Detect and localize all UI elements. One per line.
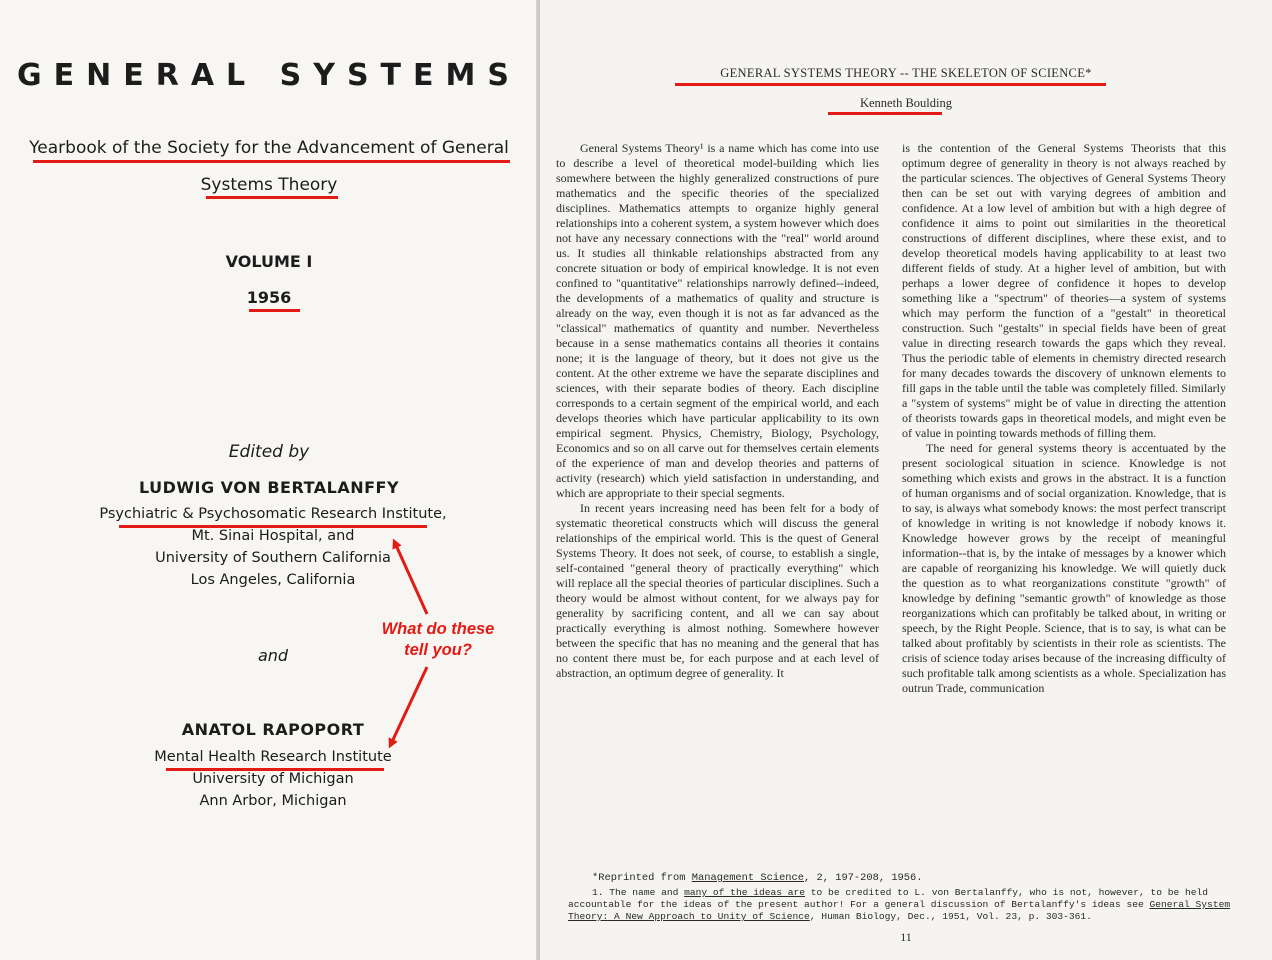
- footnote-reprint-suffix: , 2, 197-208, 1956.: [804, 872, 923, 884]
- body-column-left: [556, 141, 879, 681]
- footnote-reprint: [592, 872, 923, 885]
- footnote-1-underlined: General System: [1149, 899, 1231, 910]
- editor2-name: ANATOL RAPOPORT: [181, 720, 365, 739]
- editor2-affiliation-2: University of Michigan: [192, 771, 354, 787]
- footnote-1-text: accountable for the ideas of the present author! For a general discussion of Bertalanffy's ideas see: [568, 899, 1150, 910]
- annotation-arrows: [0, 0, 538, 960]
- highlight-underline-article-title: [675, 83, 1106, 86]
- footnote-1-underlined: many of the ideas are: [684, 887, 806, 898]
- body-paragraph: In recent years increasing need has been felt for a body of systematic theoretical constructs which will discuss the general relationships of the empirical world. This is the quest of General Systems Theory. It does not seek, of course, to establish a single, self-contained "general theory of practically everything" which will replace all the special theories of particular disciplines. Such a theory would be almost without content, for we always pay for generality by sacrificing content, and all we can say about practically everything is almost nothing. Somewhere however between the specific that has no meaning and the general that has no content there must be, for each purpose and at each level of abstraction, an optimum degree of generality. It: [556, 501, 879, 680]
- editor1-name: LUDWIG VON BERTALANFFY: [138, 478, 400, 497]
- left-page: [0, 0, 538, 960]
- editor1-affiliation-3: University of Southern California: [155, 550, 391, 566]
- footnote-1-text: , Human Biology, Dec., 1951, Vol. 23, p. 303-361.: [809, 911, 1092, 922]
- publication-year: 1956: [246, 288, 292, 307]
- annotation-arrow-up: [395, 543, 427, 614]
- article-author: Kenneth Boulding: [859, 96, 952, 110]
- page-number: 11: [900, 930, 912, 944]
- footnote-reprint-prefix: *Reprinted from: [592, 872, 692, 884]
- body-paragraph: General Systems Theory¹ is a name which has come into use to describe a level of theoretical model-building which lies somewhere between the highly generalized constructions of pure mathematics and the specific theories of the specialized disciplines. Mathematics attempts to organize highly general relationships into a coherent system, a system however which does not have any necessary connections with the "real" world around us. It studies all thinkable relationships abstracted from any concrete situation or body of empirical knowledge. It is not even confined to "quantitative" relationships narrowly defined--indeed, the developments of a mathematics of quality and structure is already on the way, even though it is not as far advanced as the "classical" mathematics of quantity and number. Nevertheless because in a sense mathematics contains all theories it contains none; it is the language of theory, but it does not give us the content. At the other extreme we have the separate disciplines and sciences, with their separate bodies of theory. Each discipline corresponds to a certain segment of the empirical world, and each develops theories which have particular applicability to its own empirical segment. Physics, Chemistry, Biology, Psychology, Economics and so on all carve out for themselves certain elements of the experience of man and develop theories and patterns of activity (research) which yield satisfaction in understanding, and which are appropriate to their special segments.: [556, 141, 879, 500]
- annotation-arrow-down: [391, 667, 427, 744]
- footnote-1-underlined: Theory: A New Approach to Unity of Science: [568, 911, 810, 922]
- editor2-affiliation-3: Ann Arbor, Michigan: [199, 793, 347, 809]
- and-connector: and: [257, 646, 289, 665]
- volume-label: VOLUME I: [225, 252, 313, 271]
- editor1-affiliation-2: Mt. Sinai Hospital, and: [191, 528, 355, 544]
- annotation-question: What do these tell you?: [381, 620, 495, 659]
- footnote-1-line3: [568, 910, 1092, 923]
- highlight-underline-author: [828, 112, 942, 115]
- yearbook-subtitle-line1: Yearbook of the Society for the Advancement of General: [29, 138, 509, 158]
- footnote-1-text: to be credited to L. von Bertalanffy, who is not, however, to be held: [805, 887, 1209, 898]
- book-title: GENERAL SYSTEMS: [17, 58, 521, 93]
- body-paragraph: The need for general systems theory is accentuated by the present sociological situation in science. Knowledge is not something which exists and grows in the abstract. It is a function of human organisms and of social organization. Knowledge, that is to say, is always what somebody knows: the most perfect transcript of knowledge in writing is not knowledge if nobody knows it. Knowledge however grows by the receipt of meaningful information--that is, by the intake of messages by a knower which are capable of reorganizing his knowledge. We will quietly duck the question as to what reorganizations constitute "growth" of knowledge by defining "semantic growth" of knowledge as those reorganizations which can profitably be talked about, in writing or speech, by the Right People. Science, that is to say, is what can be talked about profitably by scientists in their role as scientists. The crisis of science today arises because of the increasing difficulty of such profitable talk among scientists as a whole. Specialization has outrun Trade, communication: [902, 441, 1226, 695]
- editor1-affiliation-1: Psychiatric & Psychosomatic Research Institute,: [99, 506, 447, 522]
- article-title: GENERAL SYSTEMS THEORY -- THE SKELETON OF SCIENCE*: [720, 66, 1092, 80]
- yearbook-subtitle-line2: Systems Theory: [200, 175, 338, 195]
- editor2-affiliation-1: Mental Health Research Institute: [154, 749, 392, 765]
- edited-by-label: Edited by: [228, 442, 310, 462]
- body-paragraph: is the contention of the General Systems Theorists that this optimum degree of generality in theory is not always reached by the particular sciences. The objectives of General Systems Theory then can be set out with varying degrees of ambition and confidence. At a low level of ambition but with a high degree of confidence it aims to point out similarities in the theoretical constructions of different disciplines, where these exist, and to develop theoretical models having applicability to at least two different fields of study. At a higher level of ambition, but with perhaps a lower degree of confidence it hopes to develop something like a "spectrum" of theories—a system of systems which may perform the function of a "gestalt" in theoretical construction. Such "gestalts" in special fields have been of great value in directing research towards the gaps which they reveal. Thus the periodic table of elements in chemistry directed research for many decades towards the discovery of unknown elements to fill gaps in the table until the table was completely filled. Similarly a "system of systems" might be of value in directing the attention of theorists towards gaps in theoretical models, and might even be of value in pointing towards methods of filling them.: [902, 141, 1226, 440]
- editor1-affiliation-4: Los Angeles, California: [190, 572, 356, 588]
- footnote-1-text: 1. The name and: [592, 887, 685, 898]
- right-page: [540, 0, 1272, 960]
- body-column-right: [902, 141, 1226, 696]
- footnote-reprint-journal: Management Science: [691, 872, 805, 884]
